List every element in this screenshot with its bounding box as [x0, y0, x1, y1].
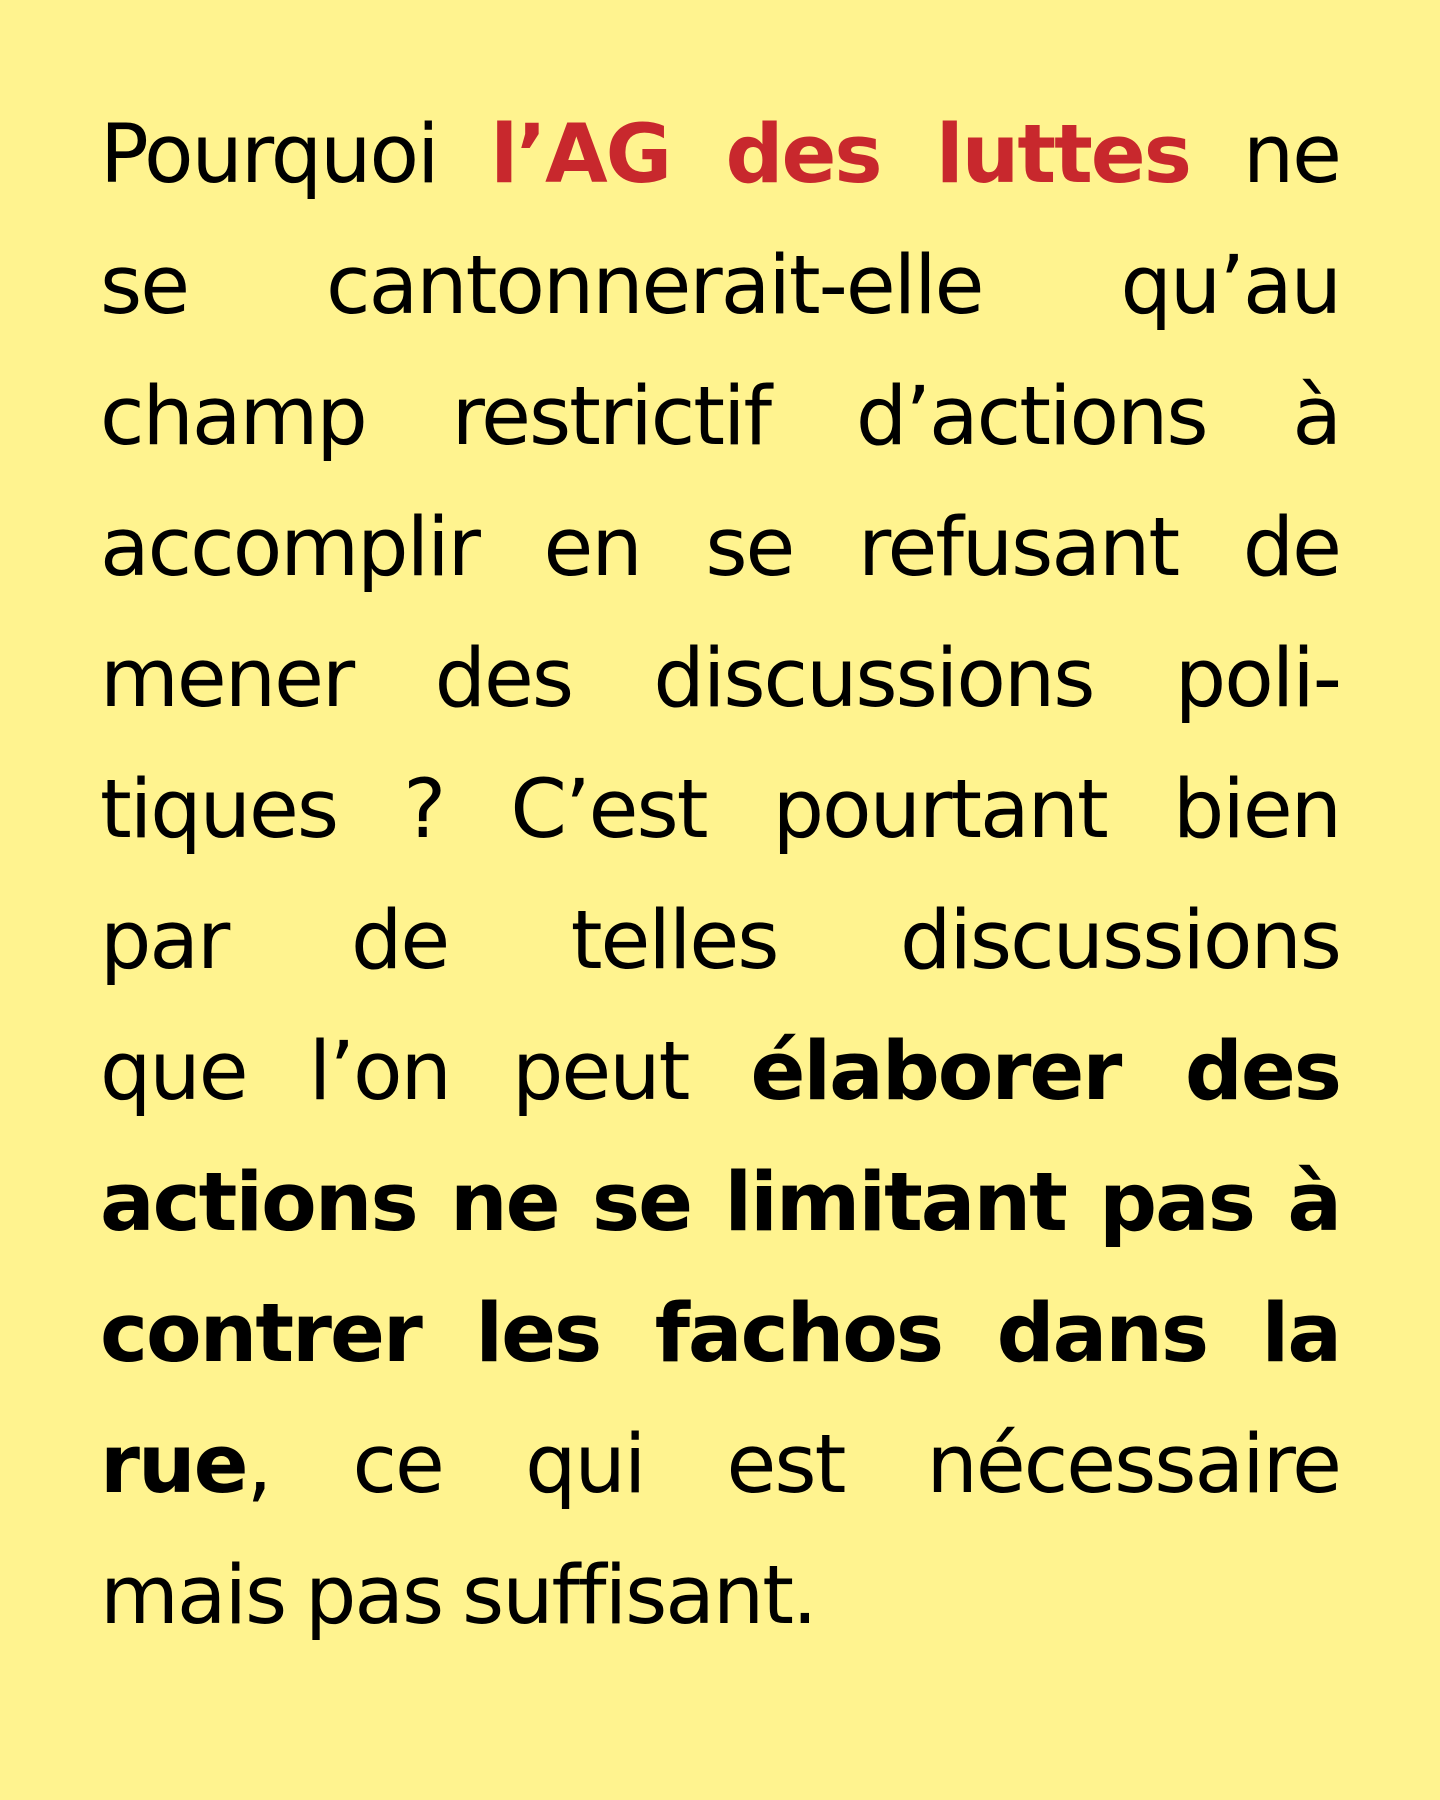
quote-line-4: accomplir en se refusant de: [100, 501, 1340, 595]
highlight-ag-des-luttes: l’AG des luttes: [490, 108, 1190, 202]
quote-line-1: [100, 90, 1340, 221]
bold-emphasis: rue: [100, 1418, 247, 1512]
quote-line-12: mais pas suffisant.: [100, 1549, 816, 1643]
quote-line-3: champ restrictif d’actions à: [100, 370, 1340, 464]
bold-emphasis: élaborer des: [750, 1025, 1340, 1119]
quote-text: Pourquoi: [100, 108, 491, 202]
quote-line-8: [100, 1007, 1340, 1138]
quote-text: ne: [1189, 108, 1340, 202]
quote-text: , ce qui est nécessaire: [246, 1418, 1340, 1512]
quote-card: [100, 90, 1340, 1710]
quote-line-5: mener des discussions poli-: [100, 632, 1340, 726]
quote-line-7: par de telles discussions: [100, 894, 1340, 988]
quote-text: que l’on peut: [100, 1025, 751, 1119]
quote-line-11: [100, 1400, 1340, 1531]
quote-line-10: contrer les fachos dans la: [100, 1287, 1340, 1381]
quote-paragraph: [100, 90, 1340, 1662]
quote-line-6: tiques ? C’est pourtant bien: [100, 763, 1340, 857]
quote-line-2: se cantonnerait-elle qu’au: [100, 239, 1340, 333]
quote-line-9: actions ne se limitant pas à: [100, 1156, 1340, 1250]
